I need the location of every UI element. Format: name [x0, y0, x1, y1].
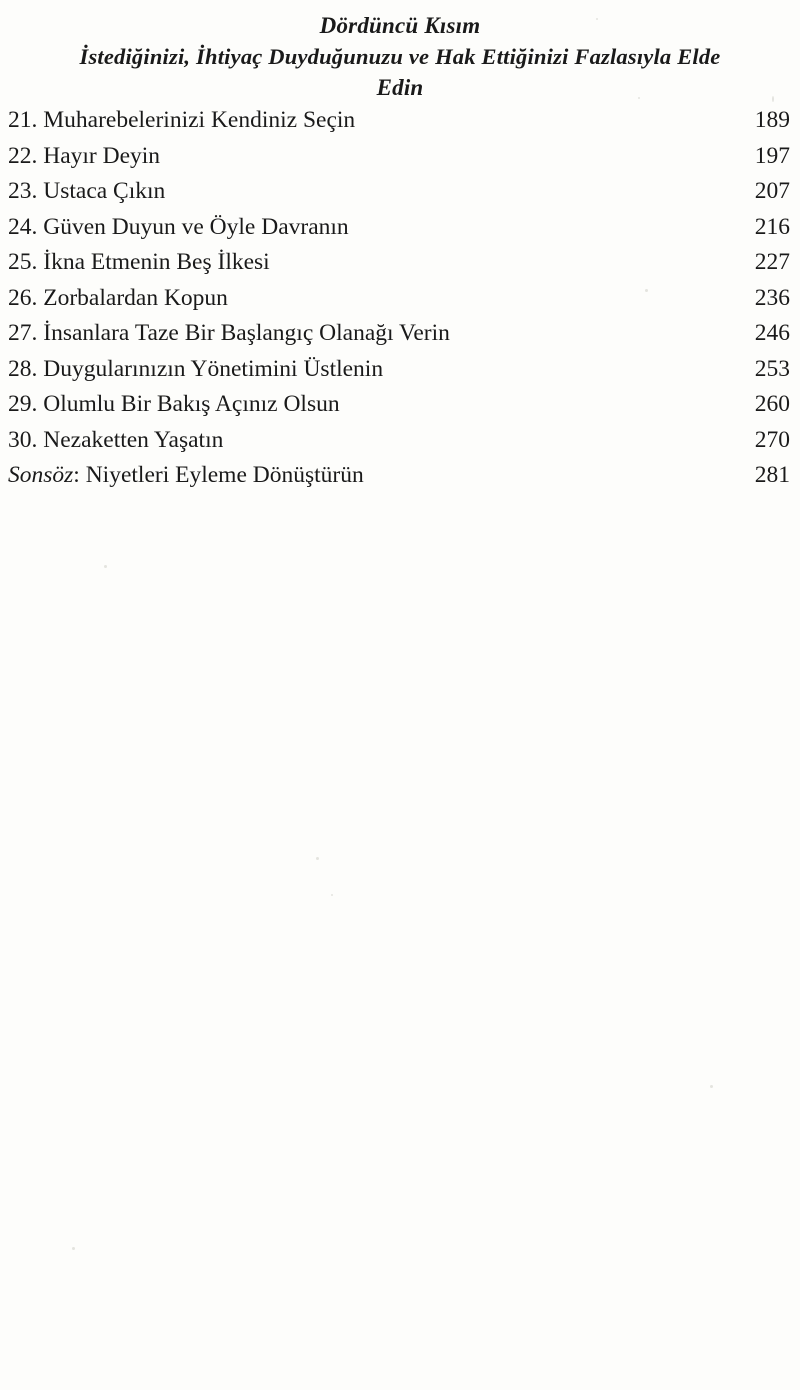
toc-entry-label: 23. Ustaca Çıkın — [8, 178, 166, 204]
toc-entry-page: 270 — [754, 426, 790, 453]
toc-entry — [0, 210, 800, 246]
toc-entry — [0, 316, 800, 352]
scan-speck — [331, 894, 333, 896]
toc-entry-label-italic: Sonsöz — [8, 462, 74, 488]
part-heading-line-3: Edin — [376, 75, 424, 100]
toc-entry — [0, 245, 800, 281]
toc-entry-page: 216 — [754, 213, 790, 240]
scan-speck — [710, 1085, 713, 1088]
toc-entry — [0, 103, 800, 139]
toc-entry — [0, 423, 800, 459]
scan-speck — [316, 857, 319, 860]
toc-entry-page: 197 — [754, 142, 790, 169]
toc-entry-page: 189 — [754, 107, 790, 133]
part-heading-line-2: İstediğinizi, İhtiyaç Duyduğunuzu ve Hak Ettiğinizi Fazlasıyla Elde — [79, 44, 721, 69]
toc-entry — [0, 281, 800, 317]
toc-entry-page: 236 — [754, 284, 790, 311]
toc-entry — [0, 352, 800, 388]
toc-entry-label: 26. Zorbalardan Kopun — [8, 284, 228, 311]
toc-entry-page: 227 — [754, 249, 790, 275]
toc-entry-page: 281 — [754, 462, 790, 488]
toc-entry-label: 22. Hayır Deyin — [8, 142, 161, 169]
scan-speck — [72, 1247, 75, 1250]
scan-speck — [772, 96, 774, 102]
toc-entry-label: 27. İnsanlara Taze Bir Başlangıç Olanağı Verin — [8, 320, 450, 346]
toc-entry-label: 30. Nezaketten Yaşatın — [8, 426, 224, 453]
toc-entry-page: 253 — [754, 355, 790, 382]
part-heading — [0, 10, 800, 103]
toc-entry-label — [8, 458, 364, 494]
toc-list — [0, 103, 800, 494]
toc-entry-page: 260 — [754, 391, 790, 417]
toc-entry-label: 21. Muharebelerinizi Kendiniz Seçin — [8, 107, 356, 133]
scan-speck — [638, 97, 640, 99]
toc-entry-label: 29. Olumlu Bir Bakış Açınız Olsun — [8, 391, 340, 417]
toc-entry-page: 246 — [754, 320, 790, 346]
toc-entry-epilogue — [0, 458, 800, 494]
part-heading-line-1: Dördüncü Kısım — [319, 13, 481, 38]
toc-entry — [0, 387, 800, 423]
toc-entry — [0, 139, 800, 175]
toc-entry-label: 24. Güven Duyun ve Öyle Davranın — [8, 213, 349, 240]
table-of-contents-section — [0, 0, 800, 494]
toc-entry-label-rest: : Niyetleri Eyleme Dönüştürün — [73, 462, 364, 488]
toc-entry-label: 25. İkna Etmenin Beş İlkesi — [8, 249, 270, 275]
toc-entry-label: 28. Duygularınızın Yönetimini Üstlenin — [8, 355, 384, 382]
toc-entry-page: 207 — [754, 178, 790, 204]
scan-speck — [645, 289, 648, 292]
toc-entry — [0, 174, 800, 210]
scan-speck — [596, 18, 598, 20]
scan-speck — [104, 565, 107, 568]
